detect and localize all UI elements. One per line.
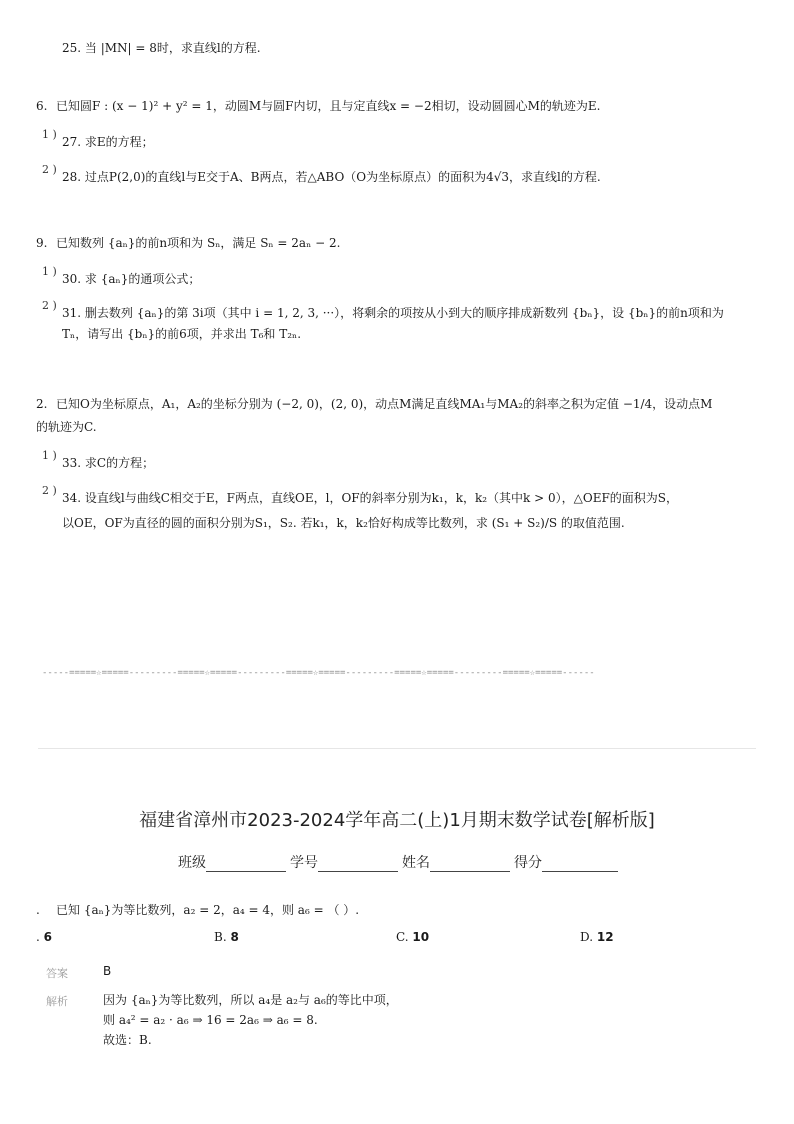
- analysis-line-1: 因为 {aₙ}为等比数列，所以 a₄是 a₂与 a₆的等比中项，: [103, 993, 398, 1007]
- exam-title: 福建省漳州市2023-2024学年高二(上)1月期末数学试卷[解析版]: [139, 810, 655, 831]
- analysis-line-2: 则 a₄² = a₂ · a₆ ⇒ 16 = 2a₆ ⇒ a₆ = 8.: [103, 1013, 318, 1027]
- part-marker-2: 2 ): [42, 484, 57, 497]
- part-marker-2: 2 ): [42, 299, 57, 312]
- question-25: 25. 当 |MN| = 8时，求直线l的方程.: [62, 41, 261, 55]
- question-31-line-1: 31. 删去数列 {aₙ}的第 3i项（其中 i = 1, 2, 3, ···），将剩余的项按从小到大的顺序排成新数列 {bₙ}，设 {bₙ}的前n项和为: [62, 306, 724, 320]
- problem-32-stem-line-2: 的轨迹为C.: [36, 420, 97, 434]
- name-label: 姓名: [402, 855, 430, 871]
- choice-d[interactable]: [580, 930, 614, 944]
- question-34-line-1: 34. 设直线l与曲线C相交于E，F两点，直线OE，l，OF的斜率分别为k₁，k，k₂（其中k > 0），△OEF的面积为S，: [62, 491, 679, 505]
- part-marker-1: 1 ): [42, 128, 57, 141]
- class-field: [178, 852, 286, 872]
- choice-b[interactable]: [214, 930, 239, 944]
- choice-a[interactable]: [36, 930, 52, 944]
- question-1-stem: 已知 {aₙ}为等比数列，a₂ = 2，a₄ = 4，则 a₆ = （ ）.: [56, 903, 360, 917]
- part-marker-1: 1 ): [42, 449, 57, 462]
- name-blank: [430, 857, 510, 872]
- question-27: 27. 求E的方程；: [62, 135, 154, 149]
- question-1-number: .: [36, 903, 40, 917]
- choice-c-value: 10: [412, 930, 430, 944]
- question-31-line-2: Tₙ，请写出 {bₙ}的前6项，并求出 T₆和 T₂ₙ.: [62, 327, 302, 341]
- problem-32-stem-line-1: 已知O为坐标原点，A₁，A₂的坐标分别为 (−2, 0)，(2, 0)，动点M满足直线MA₁与MA₂的斜率之积为定值 −1/4，设动点M: [56, 397, 713, 411]
- choice-a-value: 6: [43, 930, 53, 944]
- answer-value: B: [103, 964, 112, 978]
- question-34-line-2: 以OE，OF为直径的圆的面积分别为S₁，S₂. 若k₁，k，k₂恰好构成等比数列，求 (S₁ + S₂)/S 的取值范围.: [62, 516, 625, 530]
- name-field: [402, 852, 510, 872]
- problem-29-number: 9.: [36, 236, 48, 250]
- problem-26-stem: 已知圆F : (x − 1)² + y² = 1，动圆M与圆F内切，且与定直线x = −2相切，设动圆圆心M的轨迹为E.: [56, 99, 601, 113]
- part-marker-2: 2 ): [42, 163, 57, 176]
- analysis-label: 解析: [46, 995, 68, 1008]
- choice-d-value: 12: [596, 930, 614, 944]
- choice-d-letter: D.: [580, 930, 594, 944]
- question-30: 30. 求 {aₙ}的通项公式；: [62, 272, 201, 286]
- question-33: 33. 求C的方程；: [62, 456, 155, 470]
- choice-a-letter: .: [36, 930, 40, 944]
- part-marker-1: 1 ): [42, 265, 57, 278]
- student-id-blank: [318, 857, 398, 872]
- question-28: 28. 过点P(2,0)的直线l与E交于A、B两点，若△ABO（O为坐标原点）的面积为4√3，求直线l的方程.: [62, 170, 601, 184]
- student-id-field: [290, 852, 398, 872]
- choice-c-letter: C.: [396, 930, 409, 944]
- problem-29-stem: 已知数列 {aₙ}的前n项和为 Sₙ，满足 Sₙ = 2aₙ − 2.: [56, 236, 341, 250]
- page-separator: [38, 748, 756, 749]
- score-blank: [542, 857, 618, 872]
- score-label: 得分: [514, 855, 542, 871]
- choice-c[interactable]: [396, 930, 429, 944]
- problem-26-number: 6.: [36, 99, 48, 113]
- choice-b-value: 8: [230, 930, 239, 944]
- answer-label: 答案: [46, 967, 68, 980]
- class-blank: [206, 857, 286, 872]
- score-field: [514, 852, 618, 872]
- class-label: 班级: [178, 855, 206, 871]
- choice-b-letter: B.: [214, 930, 227, 944]
- analysis-line-3: 故选：B.: [103, 1033, 152, 1047]
- problem-32-number: 2.: [36, 397, 48, 411]
- section-divider: -----=====☆=====---------=====☆=====---------=====☆=====---------=====☆=====---------=====☆=====------: [42, 668, 595, 678]
- student-id-label: 学号: [290, 855, 318, 871]
